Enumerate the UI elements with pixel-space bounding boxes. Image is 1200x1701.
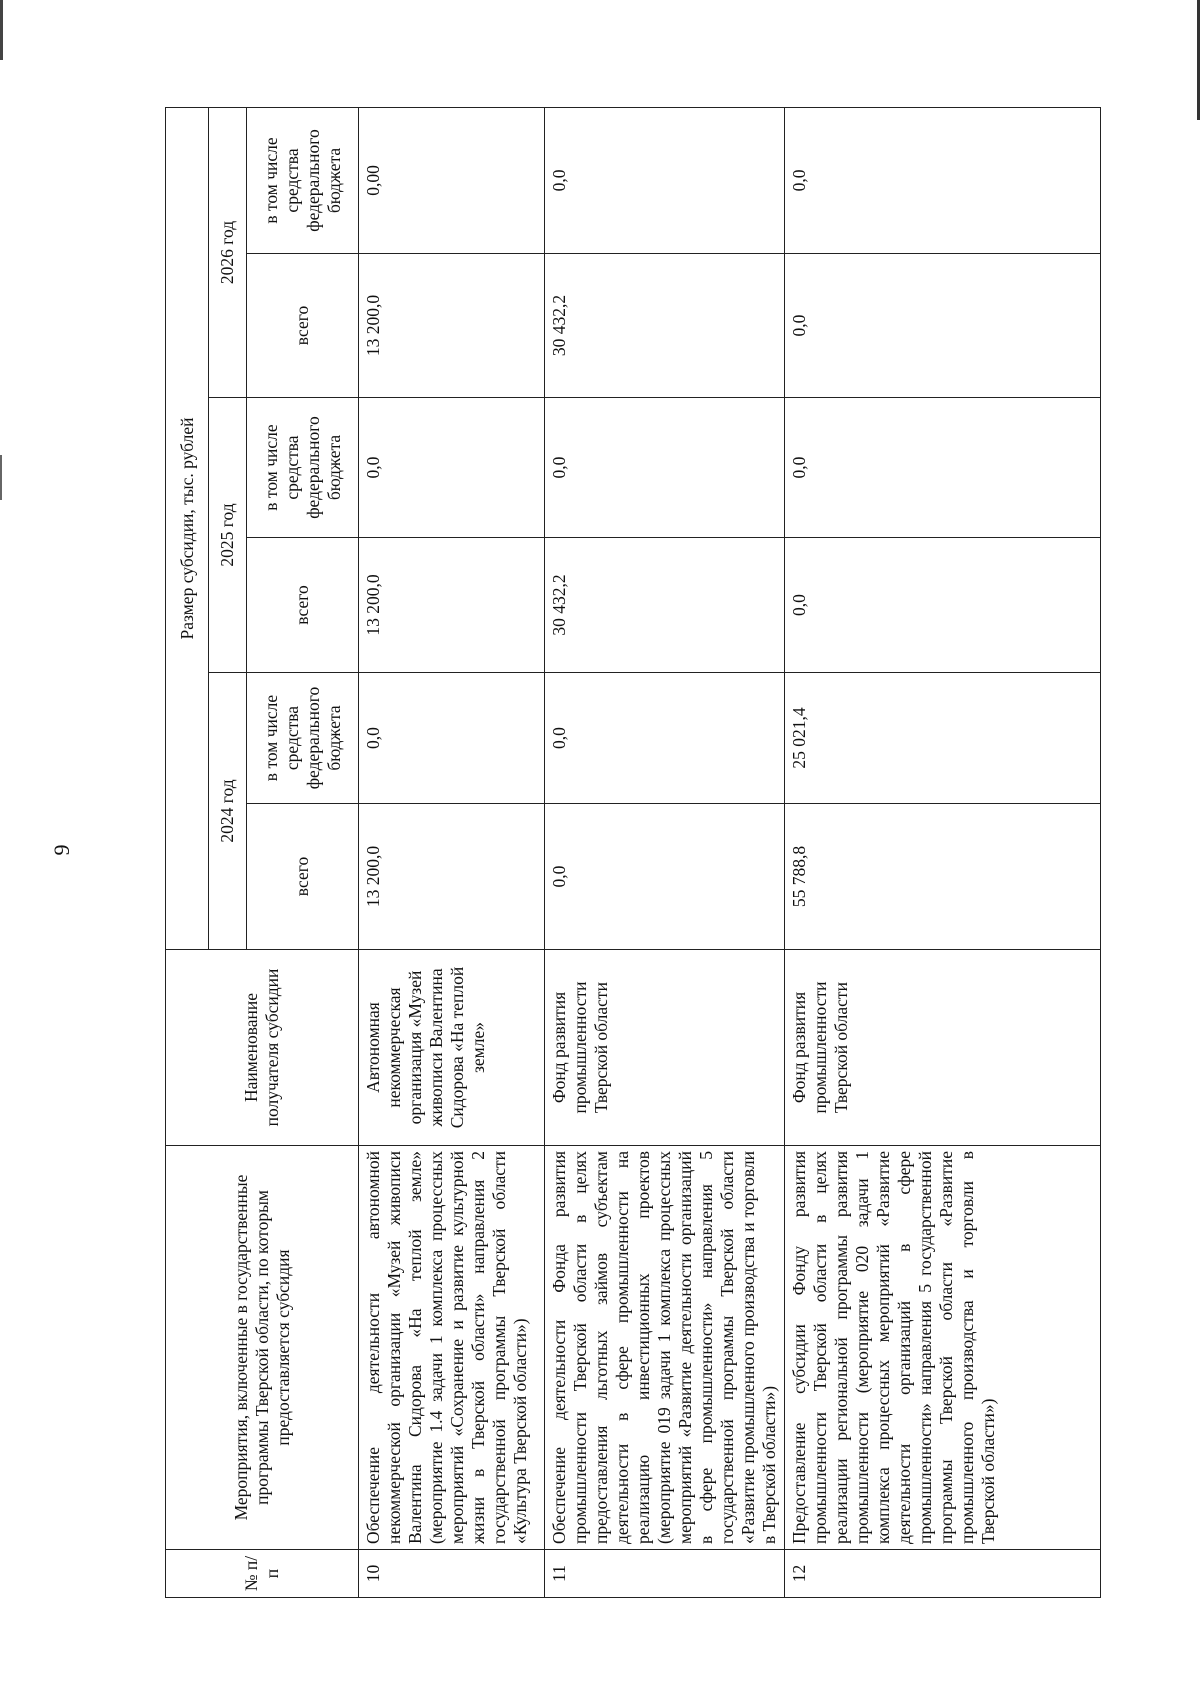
table-row <box>785 107 1101 1597</box>
table-row <box>359 107 545 1597</box>
row-2025-total: 13 200,0 <box>359 538 545 673</box>
row-2026-federal: 0,0 <box>785 107 1101 253</box>
scan-edge-mark <box>0 455 2 500</box>
header-recipient: Наименование получателя субсидии <box>166 950 359 1146</box>
header-event: Мероприятия, включенные в государственные программы Тверской области, по которым предоставляется субсидия <box>166 1146 359 1550</box>
header-total: всего <box>247 254 359 398</box>
row-2024-federal: 0,0 <box>359 673 545 804</box>
row-2024-total: 55 788,8 <box>785 804 1101 950</box>
header-amount: Размер субсидии, тыс. рублей <box>166 107 209 949</box>
header-year-2026: 2026 год <box>209 107 247 397</box>
header-total: всего <box>247 538 359 673</box>
row-2026-total: 13 200,0 <box>359 254 545 398</box>
row-recipient: Фонд развития промышленности Тверской области <box>785 950 1101 1146</box>
rotated-table-container <box>165 108 1095 1598</box>
row-event: Предоставление субсидии Фонду развития промышленности Тверской области в целях реализации региональной программы развития промышленности (мероприятие 020 задачи 1 комплекса процессных мероприятий «Развитие деятельности организаций в сфере промышленности» направления 5 государственной программы Тверской области «Развитие промышленного производства и торговли в Тверской области») <box>785 1146 1101 1550</box>
header-federal: в том числе средства федерального бюджета <box>247 673 359 804</box>
header-total: всего <box>247 804 359 950</box>
row-recipient: Автономная некоммерческая организация «Музей живописи Валентина Сидорова «На теплой земле» <box>359 950 545 1146</box>
row-event: Обеспечение деятельности автономной некоммерческой организации «Музей живописи Валентина Сидорова «На теплой земле» (мероприятие 1.4 задачи 1 комплекса процессных мероприятий «Сохранение и развитие культурной жизни в Тверской области» направления 2 государственной программы Тверской области «Культура Тверской области») <box>359 1146 545 1550</box>
row-num: 12 <box>785 1550 1101 1598</box>
row-2025-federal: 0,0 <box>785 398 1101 538</box>
row-2025-federal: 0,0 <box>359 398 545 538</box>
header-year-2024: 2024 год <box>209 673 247 950</box>
header-federal: в том числе средства федерального бюджета <box>247 107 359 253</box>
header-year-2025: 2025 год <box>209 398 247 673</box>
row-2026-total: 0,0 <box>785 254 1101 398</box>
page-number: 9 <box>49 844 74 856</box>
row-2025-federal: 0,0 <box>545 398 785 538</box>
row-2024-total: 0,0 <box>545 804 785 950</box>
header-num: № п/п <box>166 1550 359 1598</box>
scan-edge-mark <box>0 0 3 60</box>
row-2024-federal: 25 021,4 <box>785 673 1101 804</box>
row-2024-total: 13 200,0 <box>359 804 545 950</box>
table-row <box>545 107 785 1597</box>
row-num: 11 <box>545 1550 785 1598</box>
row-2026-federal: 0,0 <box>545 107 785 253</box>
row-recipient: Фонд развития промышленности Тверской области <box>545 950 785 1146</box>
row-2026-total: 30 432,2 <box>545 254 785 398</box>
row-2024-federal: 0,0 <box>545 673 785 804</box>
subsidy-table <box>165 107 1101 1598</box>
row-event: Обеспечение деятельности Фонда развития промышленности Тверской области в целях предоставления льготных займов субъектам деятельности в сфере промышленности на реализацию инвестиционных проектов (мероприятие 019 задачи 1 комплекса процессных мероприятий «Развитие деятельности организаций в сфере промышленности» направления 5 государственной программы Тверской области «Развитие промышленного производства и торговли в Тверской области») <box>545 1146 785 1550</box>
header-federal: в том числе средства федерального бюджета <box>247 398 359 538</box>
row-2026-federal: 0,00 <box>359 107 545 253</box>
row-2025-total: 30 432,2 <box>545 538 785 673</box>
row-num: 10 <box>359 1550 545 1598</box>
row-2025-total: 0,0 <box>785 538 1101 673</box>
